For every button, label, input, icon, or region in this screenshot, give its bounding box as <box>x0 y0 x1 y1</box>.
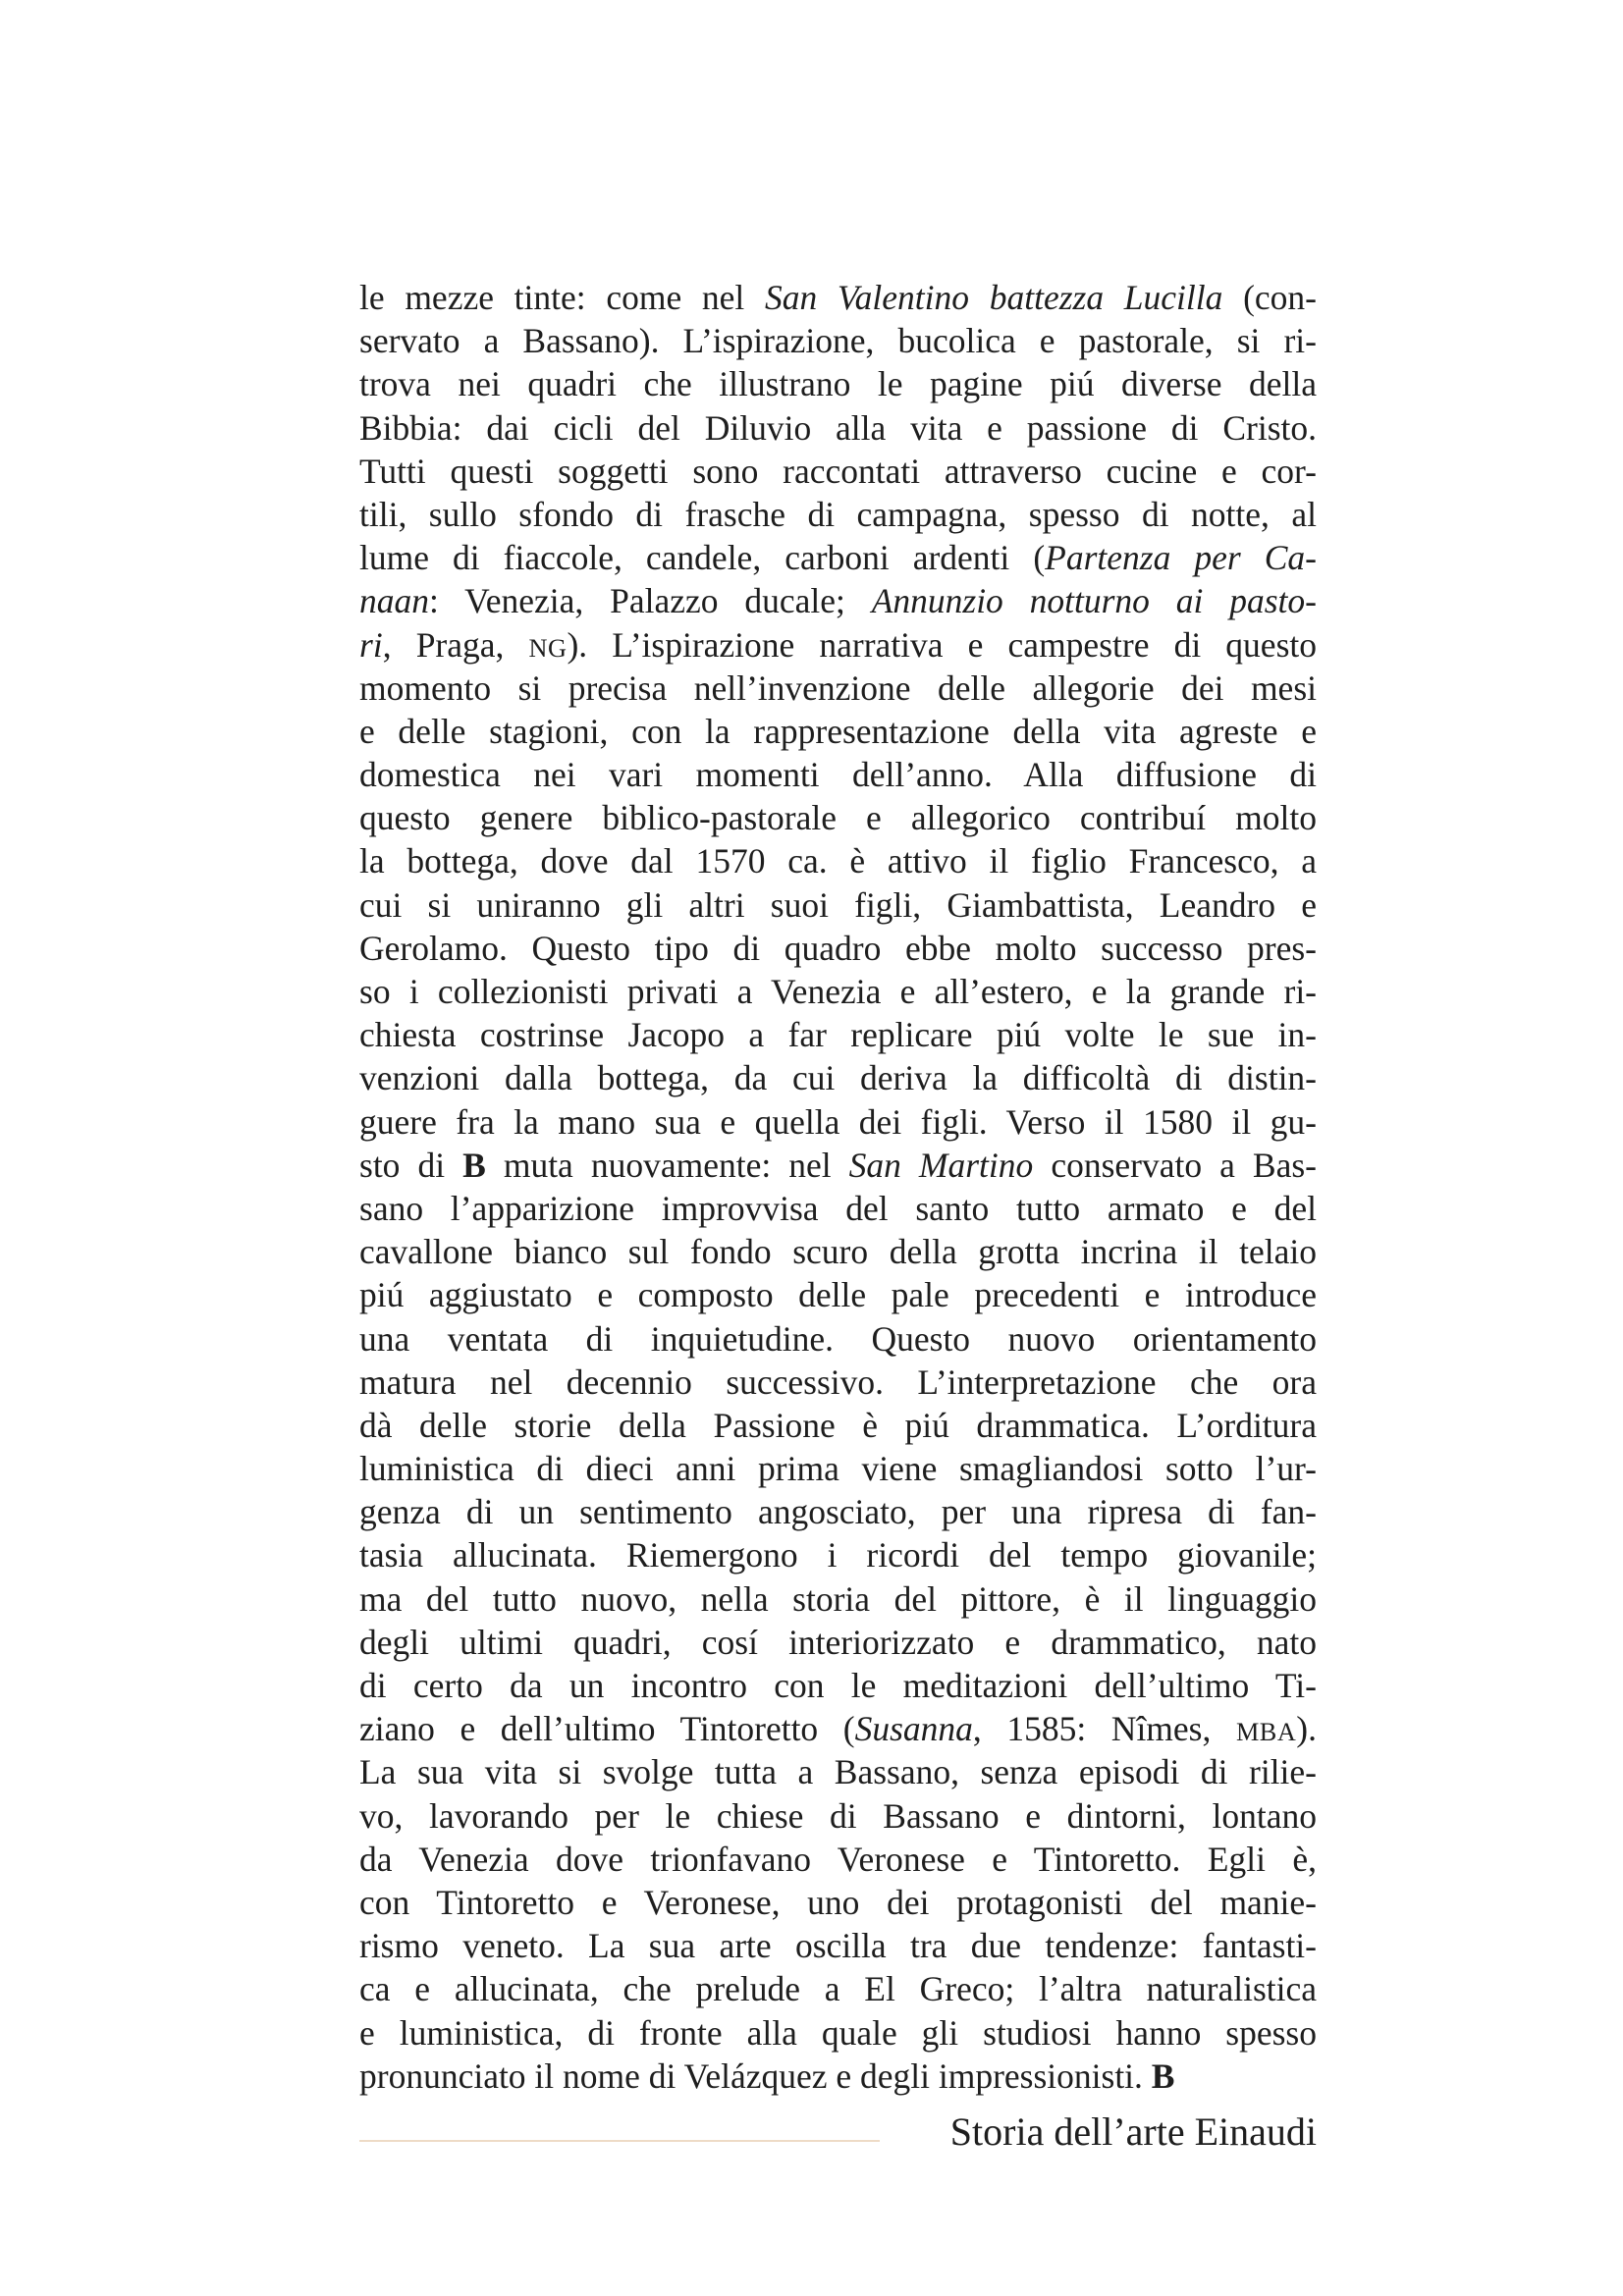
text-line <box>359 927 1317 970</box>
text-segment: con Tintoretto e Veronese, uno dei protagonisti del manie- <box>359 1882 1317 1922</box>
text-segment: lume di fiaccole, candele, carboni ardenti ( <box>359 538 1046 578</box>
text-segment: pronunciato il nome di Velázquez e degli impressionisti. <box>359 2056 1152 2096</box>
text-segment: piú aggiustato e composto delle pale precedenti e introduce <box>359 1275 1317 1315</box>
text-segment: B <box>462 1145 486 1185</box>
text-line <box>359 796 1317 839</box>
text-segment: domestica nei vari momenti dell’anno. Alla diffusione di <box>359 755 1317 795</box>
text-segment: San Martino <box>848 1145 1034 1185</box>
text-line <box>359 319 1317 362</box>
text-segment: muta nuovamente: nel <box>485 1145 849 1185</box>
text-segment: Gerolamo. Questo tipo di quadro ebbe molto successo pres- <box>359 928 1317 968</box>
text-line <box>359 2011 1317 2055</box>
text-segment: San Valentino battezza Lucilla <box>764 278 1223 317</box>
text-segment: venzioni dalla bottega, da cui deriva la difficoltà di distin- <box>359 1058 1317 1098</box>
text-segment: Annunzio notturno ai pasto- <box>871 581 1317 621</box>
text-line <box>359 1707 1317 1750</box>
text-segment: ri <box>359 624 383 665</box>
text-line <box>359 1273 1317 1316</box>
text-line <box>359 1794 1317 1838</box>
text-segment: questo genere biblico-pastorale e allegorico contribuí molto <box>359 798 1317 838</box>
text-segment: ). <box>1296 1709 1317 1749</box>
text-line <box>359 450 1317 493</box>
text-segment: Tutti questi soggetti sono raccontati attraverso cucine e cor- <box>359 451 1317 491</box>
text-segment: ma del tutto nuovo, nella storia del pittore, è il linguaggio <box>359 1578 1317 1619</box>
text-line <box>359 362 1317 405</box>
text-segment: genza di un sentimento angosciato, per una ripresa di fan- <box>359 1492 1317 1532</box>
text-segment: ziano e dell’ultimo Tintoretto ( <box>359 1709 855 1749</box>
text-line <box>359 2055 1317 2098</box>
text-segment: da Venezia dove trionfavano Veronese e Tintoretto. Egli è, <box>359 1839 1317 1879</box>
text-segment: degli ultimi quadri, cosí interiorizzato e drammatico, nato <box>359 1622 1317 1662</box>
text-segment: rismo veneto. La sua arte oscilla tra due tendenze: fantasti- <box>359 1926 1317 1966</box>
text-segment: B <box>1151 2056 1175 2096</box>
text-line <box>359 1144 1317 1187</box>
text-line <box>359 1621 1317 1664</box>
text-segment: Partenza per Ca- <box>1045 538 1317 578</box>
text-line <box>359 839 1317 882</box>
text-line <box>359 1750 1317 1793</box>
text-segment: guere fra la mano sua e quella dei figli. Verso il 1580 il gu- <box>359 1101 1317 1142</box>
text-segment: (con- <box>1222 278 1317 317</box>
text-segment: di certo da un incontro con le meditazioni dell’ultimo Ti- <box>359 1666 1317 1705</box>
text-segment: Susanna <box>854 1709 973 1749</box>
body-text <box>359 276 1317 2098</box>
text-line <box>359 753 1317 796</box>
text-line <box>359 1187 1317 1230</box>
text-line <box>359 1664 1317 1707</box>
footer-title: Storia dell’arte Einaudi <box>949 2109 1317 2154</box>
text-line <box>359 1924 1317 1967</box>
text-segment: , Praga, <box>382 624 529 665</box>
text-segment: cui si uniranno gli altri suoi figli, Giambattista, Leandro e <box>359 884 1317 925</box>
text-line <box>359 536 1317 579</box>
text-segment: conservato a Bas- <box>1033 1145 1317 1185</box>
text-segment: cavallone bianco sul fondo scuro della grotta incrina il telaio <box>359 1232 1317 1272</box>
text-line <box>359 1577 1317 1621</box>
text-line <box>359 970 1317 1013</box>
text-line <box>359 1056 1317 1099</box>
text-line <box>359 883 1317 927</box>
text-segment: e luministica, di fronte alla quale gli studiosi hanno spesso <box>359 2012 1317 2053</box>
text-segment: matura nel decennio successivo. L’interpretazione che ora <box>359 1362 1317 1402</box>
text-segment: vo, lavorando per le chiese di Bassano e dintorni, lontano <box>359 1795 1317 1836</box>
text-segment: tili, sullo sfondo di frasche di campagna, spesso di notte, al <box>359 494 1317 534</box>
text-segment: la bottega, dove dal 1570 ca. è attivo il figlio Francesco, a <box>359 841 1317 881</box>
text-segment: , 1585: Nîmes, <box>972 1709 1236 1749</box>
text-segment: so i collezionisti privati a Venezia e all’estero, e la grande ri- <box>359 972 1317 1011</box>
text-segment: e delle stagioni, con la rappresentazione della vita agreste e <box>359 711 1317 751</box>
text-segment: Bibbia: dai cicli del Diluvio alla vita e passione di Cristo. <box>359 407 1317 448</box>
text-segment: tasia allucinata. Riemergono i ricordi del tempo giovanile; <box>359 1535 1317 1575</box>
text-segment: La sua vita si svolge tutta a Bassano, senza episodi di rilie- <box>359 1752 1317 1792</box>
text-segment: servato a Bassano). L’ispirazione, bucolica e pastorale, si ri- <box>359 321 1317 361</box>
footer-rule <box>359 2140 880 2142</box>
text-segment: dà delle storie della Passione è piú drammatica. L’orditura <box>359 1405 1317 1445</box>
text-line <box>359 406 1317 450</box>
text-line <box>359 1838 1317 1881</box>
text-segment: sto di <box>359 1145 463 1185</box>
text-segment: chiesta costrinse Jacopo a far replicare piú volte le sue in- <box>359 1015 1317 1055</box>
text-line <box>359 579 1317 622</box>
text-line <box>359 1317 1317 1361</box>
text-line <box>359 1361 1317 1404</box>
text-line <box>359 710 1317 753</box>
text-line <box>359 1230 1317 1273</box>
text-segment: sano l’apparizione improvvisa del santo tutto armato e del <box>359 1188 1317 1228</box>
text-line <box>359 1447 1317 1490</box>
text-line <box>359 1881 1317 1924</box>
text-segment: luministica di dieci anni prima viene smagliandosi sotto l’ur- <box>359 1449 1317 1489</box>
text-segment: trova nei quadri che illustrano le pagine piú diverse della <box>359 364 1317 404</box>
text-line <box>359 667 1317 710</box>
text-line <box>359 623 1317 667</box>
text-line <box>359 1533 1317 1576</box>
text-segment: MBA <box>1235 1718 1297 1747</box>
text-line <box>359 1404 1317 1447</box>
text-segment: NG <box>528 633 568 663</box>
text-segment: : Venezia, Palazzo ducale; <box>429 581 872 621</box>
text-line <box>359 1013 1317 1056</box>
text-segment: le mezze tinte: come nel <box>359 278 765 317</box>
text-line <box>359 493 1317 536</box>
text-segment: ). L’ispirazione narrativa e campestre di questo <box>567 624 1317 665</box>
text-line <box>359 1100 1317 1144</box>
text-segment: momento si precisa nell’invenzione delle allegorie dei mesi <box>359 667 1317 708</box>
text-segment: naan <box>359 581 429 621</box>
text-line <box>359 1490 1317 1533</box>
text-line <box>359 1967 1317 2010</box>
text-line <box>359 276 1317 319</box>
text-segment: ca e allucinata, che prelude a El Greco; l’altra naturalistica <box>359 1969 1317 2009</box>
text-segment: una ventata di inquietudine. Questo nuovo orientamento <box>359 1318 1317 1359</box>
